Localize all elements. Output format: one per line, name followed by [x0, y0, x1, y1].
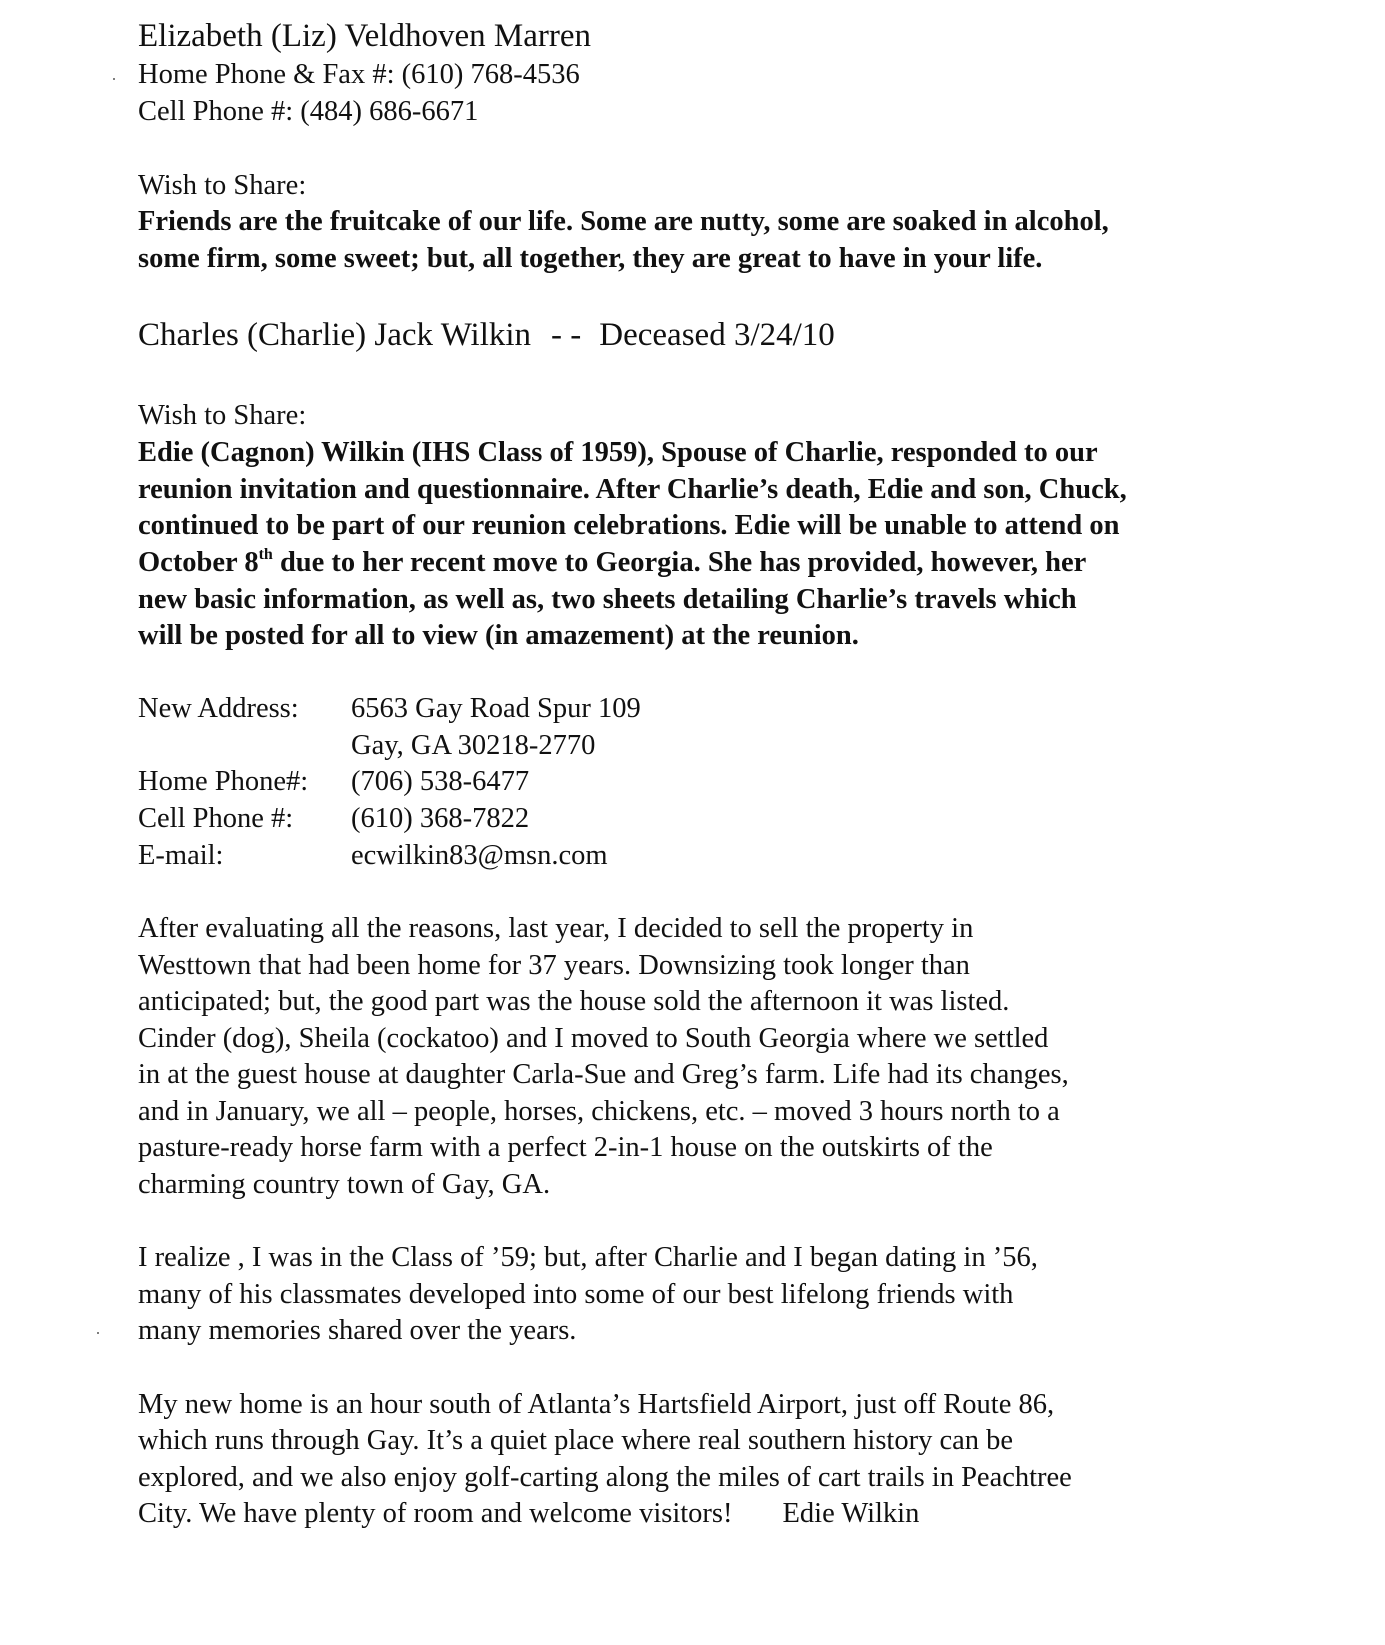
liz-cell-phone: Cell Phone #: (484) 686-6671 [138, 96, 479, 127]
paragraph-3-line: which runs through Gay. It’s a quiet place where real southern history can be [138, 1425, 1014, 1456]
charlie-name: Charles (Charlie) Jack Wilkin [138, 317, 532, 353]
heading-separator: - - [551, 317, 582, 353]
paragraph-2-line: many memories shared over the years. [138, 1315, 577, 1346]
charlie-wish-label: Wish to Share: [138, 400, 307, 431]
scan-speck [97, 1332, 99, 1334]
charlie-wish-line-5: new basic information, as well as, two sheets detailing Charlie’s travels which [138, 584, 1077, 615]
paragraph-1-line: pasture-ready horse farm with a perfect 2-in-1 house on the outskirts of the [138, 1132, 993, 1163]
paragraph-1-line: anticipated; but, the good part was the house sold the afternoon it was listed. [138, 986, 1010, 1017]
signature: Edie Wilkin [782, 1498, 920, 1529]
paragraph-2-line: I realize , I was in the Class of ’59; but, after Charlie and I began dating in ’56, [138, 1242, 1038, 1273]
home-phone-value: (706) 538-6477 [351, 766, 530, 797]
liz-home-phone-fax: Home Phone & Fax #: (610) 768-4536 [138, 59, 580, 90]
email-value: ecwilkin83@msn.com [351, 840, 608, 871]
paragraph-1-line: charming country town of Gay, GA. [138, 1169, 551, 1200]
paragraph-1-line: in at the guest house at daughter Carla-Sue and Greg’s farm. Life had its changes, [138, 1059, 1069, 1090]
charlie-deceased-date: Deceased 3/24/10 [599, 317, 835, 353]
paragraph-3-line-last [138, 1496, 919, 1532]
october-rest: due to her recent move to Georgia. She has provided, however, her [272, 547, 1087, 578]
address-line-1: 6563 Gay Road Spur 109 [351, 693, 641, 724]
paragraph-1-line: and in January, we all – people, horses, chickens, etc. – moved 3 hours north to a [138, 1096, 1060, 1127]
paragraph-1-line: Westtown that had been home for 37 years. Downsizing took longer than [138, 950, 970, 981]
scan-speck [113, 78, 115, 80]
october-text: October 8 [138, 547, 259, 578]
liz-wish-line-2: some firm, some sweet; but, all together, they are great to have in your life. [138, 243, 1043, 274]
charlie-heading [138, 315, 835, 355]
paragraph-3-line: My new home is an hour south of Atlanta’s Hartsfield Airport, just off Route 86, [138, 1389, 1055, 1420]
paragraph-1-line: Cinder (dog), Sheila (cockatoo) and I moved to South Georgia where we settled [138, 1023, 1049, 1054]
liz-wish-label: Wish to Share: [138, 170, 307, 201]
charlie-wish-line-2: reunion invitation and questionnaire. After Charlie’s death, Edie and son, Chuck, [138, 474, 1127, 505]
paragraph-2-line: many of his classmates developed into some of our best lifelong friends with [138, 1279, 1014, 1310]
paragraph-3-line-4: City. We have plenty of room and welcome visitors! [138, 1498, 733, 1529]
email-label: E-mail: [138, 840, 224, 871]
address-label: New Address: [138, 693, 299, 724]
charlie-wish-line-4 [138, 545, 1086, 581]
cell-phone-value: (610) 368-7822 [351, 803, 530, 834]
ordinal-suffix: th [258, 546, 273, 563]
liz-name-heading: Elizabeth (Liz) Veldhoven Marren [138, 18, 591, 54]
cell-phone-label: Cell Phone #: [138, 803, 294, 834]
charlie-wish-line-6: will be posted for all to view (in amazement) at the reunion. [138, 620, 859, 651]
paragraph-3-line: explored, and we also enjoy golf-carting along the miles of cart trails in Peachtree [138, 1462, 1072, 1493]
paragraph-1-line: After evaluating all the reasons, last year, I decided to sell the property in [138, 913, 974, 944]
liz-wish-line-1: Friends are the fruitcake of our life. Some are nutty, some are soaked in alcohol, [138, 206, 1109, 237]
charlie-wish-line-3: continued to be part of our reunion celebrations. Edie will be unable to attend on [138, 510, 1120, 541]
address-line-2: Gay, GA 30218-2770 [351, 730, 596, 761]
charlie-wish-line-1: Edie (Cagnon) Wilkin (IHS Class of 1959), Spouse of Charlie, responded to our [138, 437, 1098, 468]
home-phone-label: Home Phone#: [138, 766, 309, 797]
